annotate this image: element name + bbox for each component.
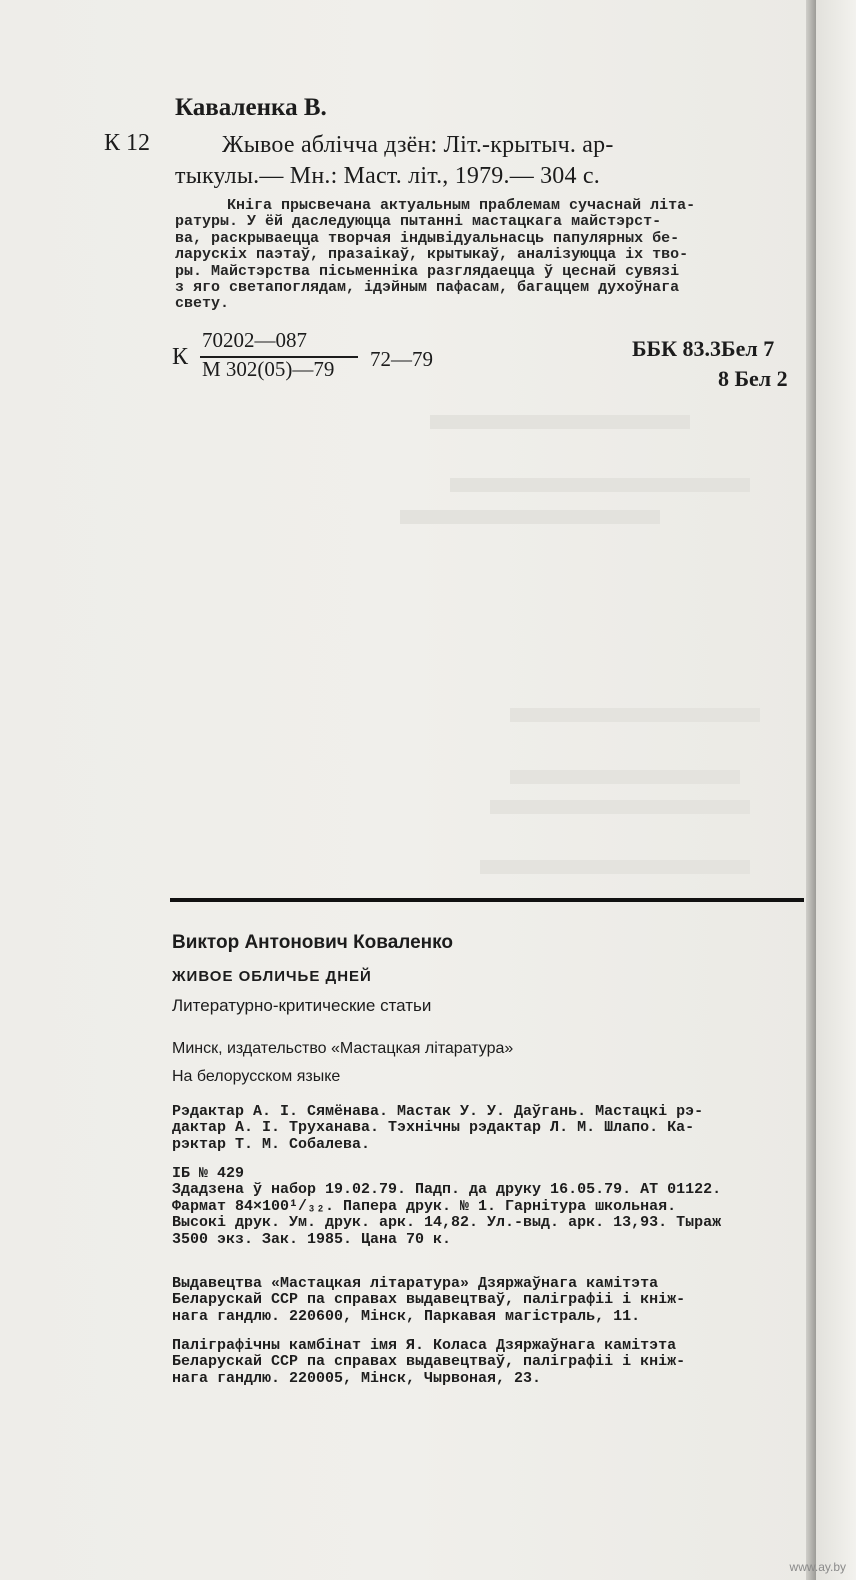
site-watermark: www.ay.by: [789, 1560, 846, 1574]
card-code: К 12: [104, 130, 151, 156]
abstract-line: ва, раскрываецца творчая індывідуальнасць папулярных бе-: [175, 229, 680, 247]
imprint-author: Виктор Антонович Коваленко: [172, 932, 453, 953]
printer-line: Беларускай ССР па справах выдавецтваў, паліграфіі і кніж-: [172, 1353, 686, 1371]
printer-line: Паліграфічны камбінат імя Я. Коласа Дзяржаўнага камітэта: [172, 1337, 677, 1354]
section-divider: [170, 898, 804, 902]
abstract-line: ры. Майстэрства пісьменніка разглядаецца ў цеснай сувязі: [175, 262, 680, 280]
abstract-line: з яго светапоглядам, ідэйным пафасам, багаццем духоўнага: [175, 279, 680, 297]
index-letter: К: [172, 344, 189, 370]
imprint-title: ЖИВОЕ ОБЛИЧЬЕ ДНЕЙ: [172, 968, 372, 985]
abstract-line: ларускіх паэтаў, празаікаў, крытыкаў, аналізуюцца іх тво-: [175, 246, 689, 264]
publisher-line: Беларускай ССР па справах выдавецтваў, паліграфіі і кніж-: [172, 1291, 686, 1309]
imprint-printer: [172, 1338, 804, 1387]
card-title-line-2: тыкулы.— Мн.: Маст. літ., 1979.— 304 с.: [175, 163, 600, 189]
production-line: Здадзена ў набор 19.02.79. Падп. да друку 16.05.79. АТ 01122.: [172, 1181, 722, 1199]
production-line: Высокі друк. Ум. друк. арк. 14,82. Ул.-выд. арк. 13,93. Тыраж: [172, 1214, 722, 1232]
imprint-publisher: [172, 1276, 804, 1325]
abstract-line: свету.: [175, 295, 230, 313]
abstract-line: ратуры. У ёй даследуюцца пытанні мастацкага майстэрст-: [175, 213, 662, 231]
production-line: 3500 экз. Зак. 1985. Цана 70 к.: [172, 1230, 452, 1248]
imprint-place: Минск, издательство «Мастацкая літаратура»: [172, 1040, 514, 1057]
index-numerator: 70202—087: [202, 328, 307, 352]
imprint-production: [172, 1166, 804, 1248]
imprint-editors: [172, 1104, 804, 1153]
bbk-code-2: 8 Бел 2: [718, 366, 788, 391]
next-page-margin: [816, 0, 856, 1580]
editors-line: Рэдактар А. І. Сямёнава. Мастак У. У. Даўгань. Мастацкі рэ-: [172, 1103, 704, 1120]
editors-line: рэктар Т. М. Собалева.: [172, 1135, 371, 1153]
production-line: Фармат 84×100¹/₃₂. Папера друк. № 1. Гарнітура школьная.: [172, 1197, 677, 1215]
abstract-line: Кніга прысвечана актуальным праблемам сучаснай літа-: [227, 197, 696, 214]
card-author: Каваленка В.: [175, 94, 327, 121]
index-denominator: М 302(05)—79: [202, 357, 335, 381]
index-suffix: 72—79: [370, 347, 433, 371]
page-edge: [806, 0, 816, 1580]
production-line: ІБ № 429: [172, 1165, 245, 1182]
publisher-line: Выдавецтва «Мастацкая літаратура» Дзяржаўнага камітэта: [172, 1275, 659, 1292]
card-title-line-1: Жывое аблічча дзён: Літ.-крытыч. ар-: [222, 132, 614, 158]
imprint-subtitle: Литературно-критические статьи: [172, 996, 432, 1015]
printer-line: нага гандлю. 220005, Мінск, Чырвоная, 23.: [172, 1369, 542, 1387]
imprint-language: На белорусском языке: [172, 1068, 341, 1085]
bbk-code: ББК 83.3Бел 7: [632, 336, 775, 361]
editors-line: дактар А. І. Труханава. Тэхнічны рэдактар Л. М. Шлапо. Ка-: [172, 1119, 695, 1137]
publisher-line: нага гандлю. 220600, Мінск, Паркавая магістраль, 11.: [172, 1307, 641, 1325]
card-abstract: [175, 198, 807, 313]
